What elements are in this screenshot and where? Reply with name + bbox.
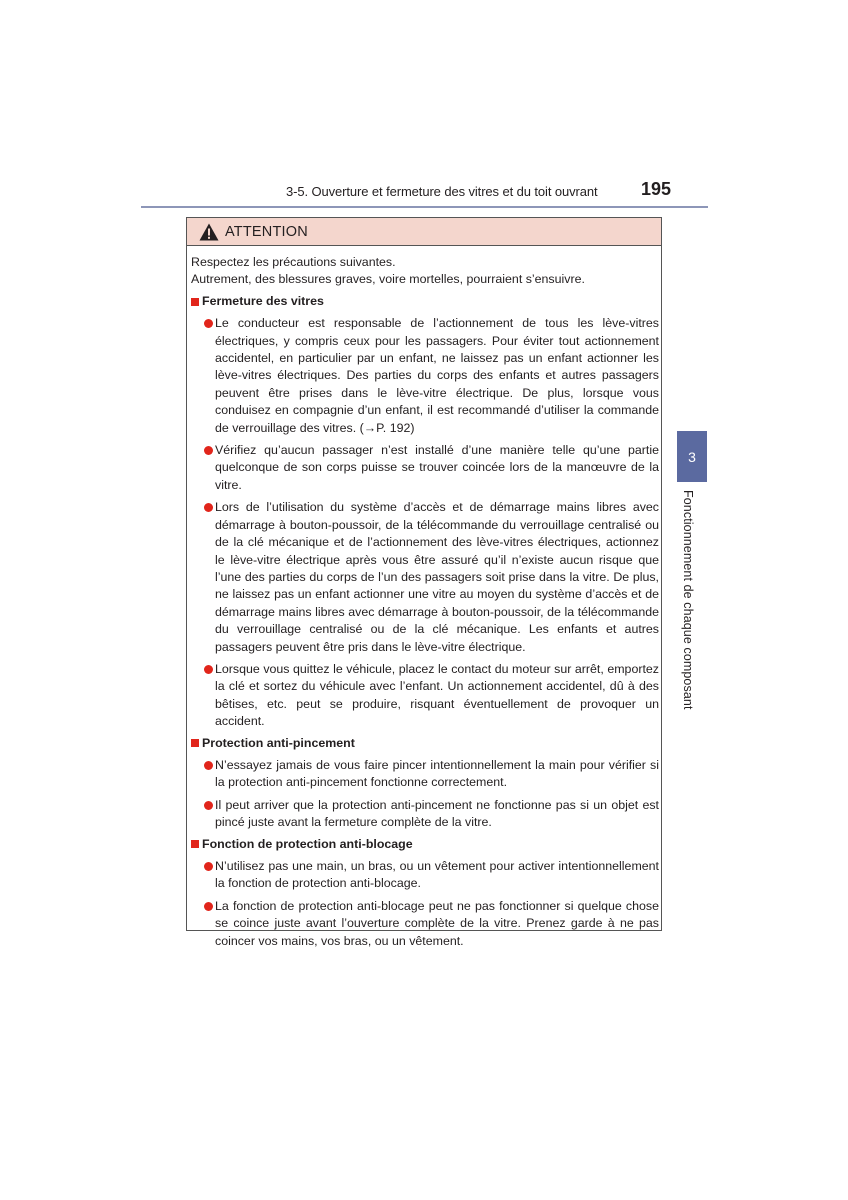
- list-item: [215, 757, 659, 792]
- header-rule: [141, 206, 708, 208]
- list-item: [215, 499, 659, 656]
- list-item-text: N’essayez jamais de vous faire pincer intentionnellement la main pour vérifier si la protection anti-pincement fonctionne correctement.: [215, 757, 659, 790]
- page-number: 195: [641, 179, 672, 199]
- chapter-tab[interactable]: [677, 431, 707, 482]
- section-heading-text: Fermeture des vitres: [202, 293, 324, 308]
- warning-title: ATTENTION: [225, 223, 308, 240]
- intro-line: Autrement, des blessures graves, voire mortelles, pourraient s’ensuivre.: [191, 272, 585, 287]
- list-item: [215, 315, 659, 437]
- bullet-dot-icon: [204, 862, 213, 871]
- square-bullet-icon: [191, 840, 199, 848]
- running-header-title: 3-5. Ouverture et fermeture des vitres et du toit ouvrant: [286, 184, 598, 199]
- list-item-text: Il peut arriver que la protection anti-pincement ne fonctionne pas si un objet est pincé juste avant la fermeture complète de la vitre.: [215, 797, 659, 830]
- bullet-dot-icon: [204, 503, 213, 512]
- section-heading: [191, 293, 659, 310]
- bullet-dot-icon: [204, 902, 213, 911]
- list-item: [215, 898, 659, 950]
- intro-line: Respectez les précautions suivantes.: [191, 255, 396, 269]
- section-heading-text: Protection anti-pincement: [202, 735, 355, 750]
- list-item-text: Le conducteur est responsable de l’actionnement de tous les lève-vitres électriques, y compris ceux pour les passagers. Pour éviter tout actionnement accidentel, en particulier par un enfant, ne laissez pas un enfant actionner les lève-vitres électriques. Des parties du corps des enfants et autres passagers peuvent être prises dans le lève-vitre électrique. De plus, lorsque vous conduisez en compagnie d’un enfant, il est recommandé d’utiliser la commande de verrouillage des vitres. (→P. 192): [215, 316, 659, 435]
- list-item-text: La fonction de protection anti-blocage peut ne pas fonctionner si quelque chose se coince juste avant l’ouverture complète de la vitre. Prenez garde à ne pas coincer vos mains, vos bras, ou un vêtement.: [215, 898, 659, 948]
- list-item: [215, 661, 659, 731]
- list-item: [215, 442, 659, 494]
- list-item-text: Vérifiez qu’aucun passager n’est installé d’une manière telle qu’une partie quelconque de son corps puisse se trouver coincée lors de la manœuvre de la vitre.: [215, 443, 659, 492]
- warning-triangle-icon: [199, 223, 219, 241]
- bullet-dot-icon: [204, 446, 213, 455]
- section-heading: [191, 735, 659, 752]
- warning-box: [186, 217, 662, 948]
- list-item-text: N’utilisez pas une main, un bras, ou un vêtement pour activer intentionnellement la fonction de protection anti-blocage.: [215, 859, 659, 891]
- chapter-tab-number: 3: [688, 448, 696, 465]
- bullet-dot-icon: [204, 761, 213, 770]
- warning-header: [187, 218, 661, 246]
- list-item: [215, 858, 659, 893]
- bullet-dot-icon: [204, 319, 213, 328]
- bullet-dot-icon: [204, 665, 213, 674]
- chapter-tab-label: Fonctionnement de chaque composant: [681, 490, 695, 710]
- list-item: [215, 797, 659, 832]
- section-heading-text: Fonction de protection anti-blocage: [202, 836, 413, 851]
- square-bullet-icon: [191, 739, 199, 747]
- square-bullet-icon: [191, 298, 199, 306]
- bullet-dot-icon: [204, 801, 213, 810]
- warning-body: [191, 254, 659, 950]
- list-item-text: Lors de l’utilisation du système d’accès et de démarrage mains libres avec démarrage à bouton-poussoir, de la télécommande du verrouillage centralisé ou de la clé mécanique et de l’actionnement des lève-vitres électriques, actionnez le lève-vitre électrique après vous être assuré qu’il n’existe aucun risque que l’une des parties du corps de l’un des passagers soit prise dans la vitre. De plus, ne laissez pas un enfant actionner une vitre au moyen du système d’accès et de démarrage mains libres avec démarrage à bouton-poussoir, de la télécommande du verrouillage centralisé ou de la clé mécanique. Les enfants et autres passagers peuvent être pris dans le lève-vitre électrique.: [215, 500, 659, 654]
- list-item-text: Lorsque vous quittez le véhicule, placez le contact du moteur sur arrêt, emportez la clé et sortez du véhicule avec l’enfant. Un actionnement accidentel, dû à des bêtises, etc. peut se produire, risquant éventuellement de provoquer un accident.: [215, 661, 659, 729]
- section-heading: [191, 836, 659, 853]
